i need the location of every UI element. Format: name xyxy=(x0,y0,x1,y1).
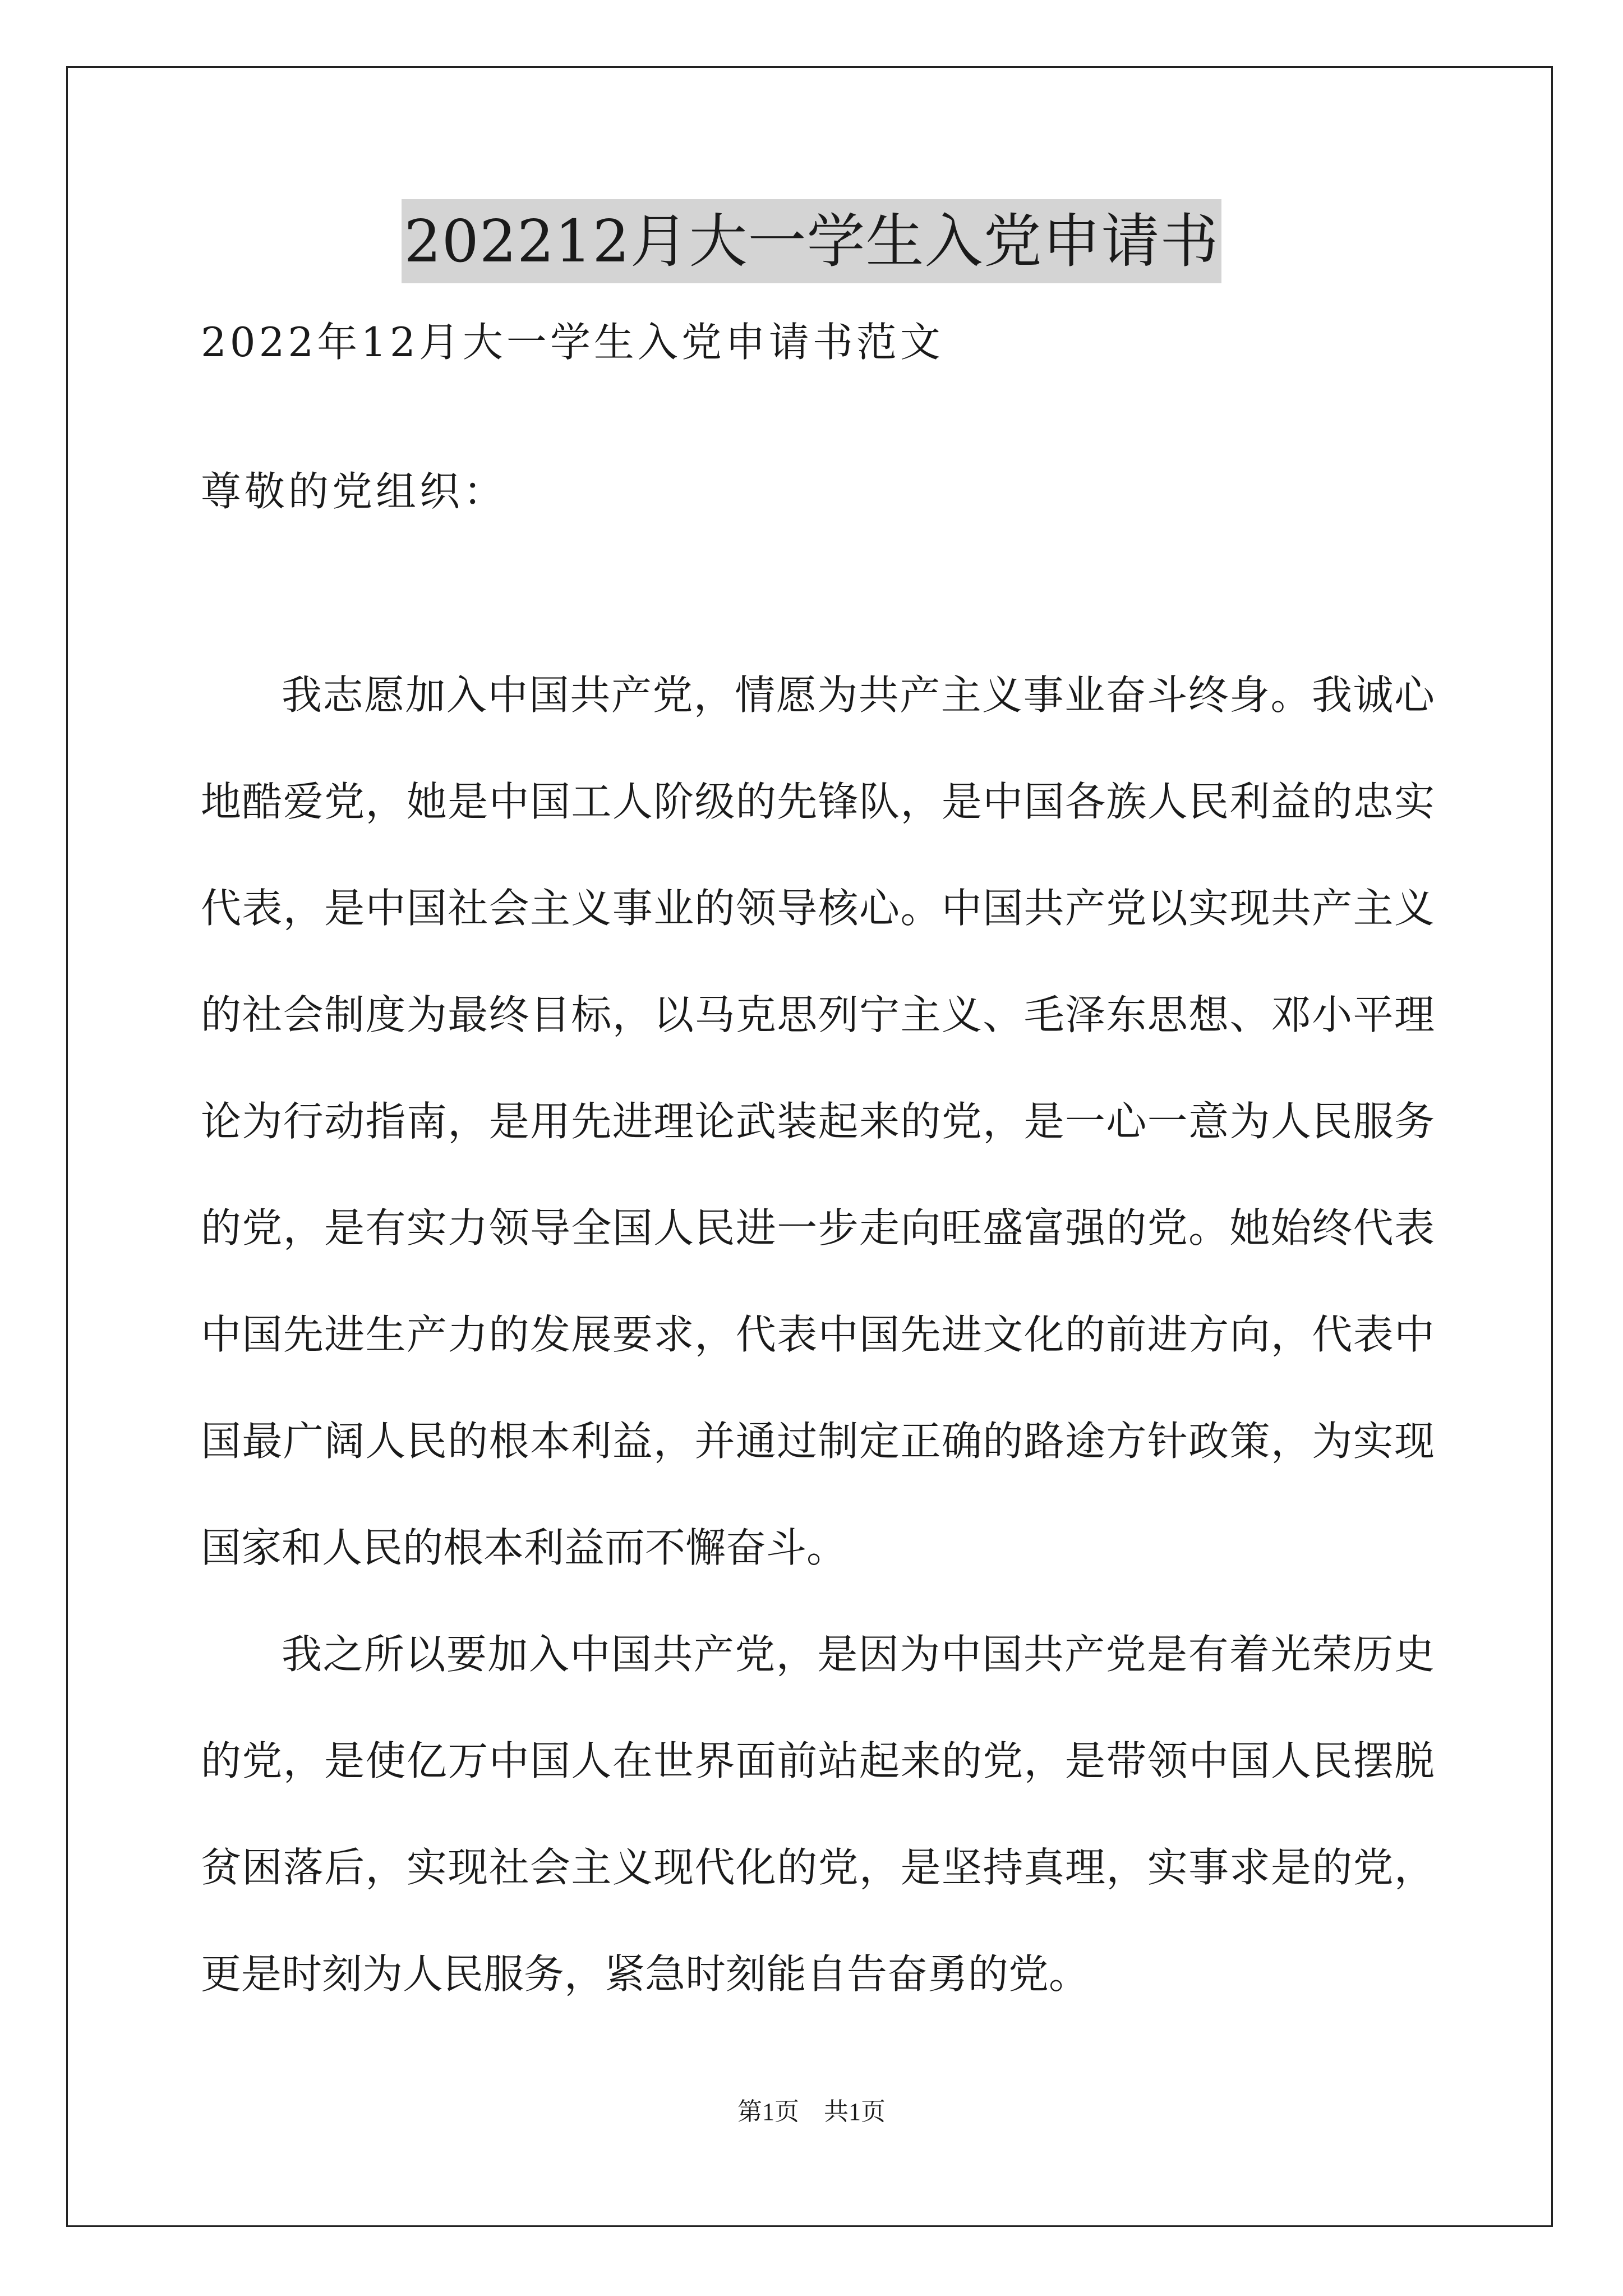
page-footer: 第1页 共1页 xyxy=(737,2098,886,2125)
title-container xyxy=(0,199,1623,283)
paragraph-line: 我之所以要加入中国共产党，是因为中国共产党是有着光荣历史 xyxy=(282,1631,1435,1678)
paragraph-line: 论为行动指南，是用先进理论武装起来的党，是一心一意为人民服务 xyxy=(201,1098,1435,1145)
salutation: 尊敬的党组织： xyxy=(201,468,508,515)
paragraph-line: 我志愿加入中国共产党，情愿为共产主义事业奋斗终身。我诚心 xyxy=(282,671,1435,719)
paragraph-line: 国最广阔人民的根本利益，并通过制定正确的路途方针政策，为实现 xyxy=(201,1418,1435,1465)
paragraph-line: 中国先进生产力的发展要求，代表中国先进文化的前进方向，代表中 xyxy=(201,1311,1435,1358)
paragraph-line: 的社会制度为最终目标，以马克思列宁主义、毛泽东思想、邓小平理 xyxy=(201,991,1435,1038)
paragraph-line: 的党，是使亿万中国人在世界面前站起来的党，是带领中国人民摆脱 xyxy=(201,1737,1435,1784)
paragraph-1 xyxy=(201,642,1435,1601)
paragraph-line: 代表，是中国社会主义事业的领导核心。中国共产党以实现共产主义 xyxy=(201,885,1435,932)
paragraph-line: 更是时刻为人民服务，紧急时刻能自告奋勇的党。 xyxy=(201,1950,1090,1998)
paragraph-line: 的党，是有实力领导全国人民进一步走向旺盛富强的党。她始终代表 xyxy=(201,1204,1435,1251)
paragraph-2 xyxy=(201,1601,1435,2027)
paragraph-line: 地酷爱党，她是中国工人阶级的先锋队，是中国各族人民利益的忠实 xyxy=(201,778,1435,825)
paragraph-line: 贫困落后，实现社会主义现代化的党，是坚持真理，实事求是的党， xyxy=(201,1844,1435,1891)
document-title: 202212月大一学生入党申请书 xyxy=(402,199,1221,283)
paragraph-line: 国家和人民的根本利益而不懈奋斗。 xyxy=(201,1524,847,1571)
document-subtitle: 2022年12月大一学生入党申请书范文 xyxy=(201,319,944,366)
